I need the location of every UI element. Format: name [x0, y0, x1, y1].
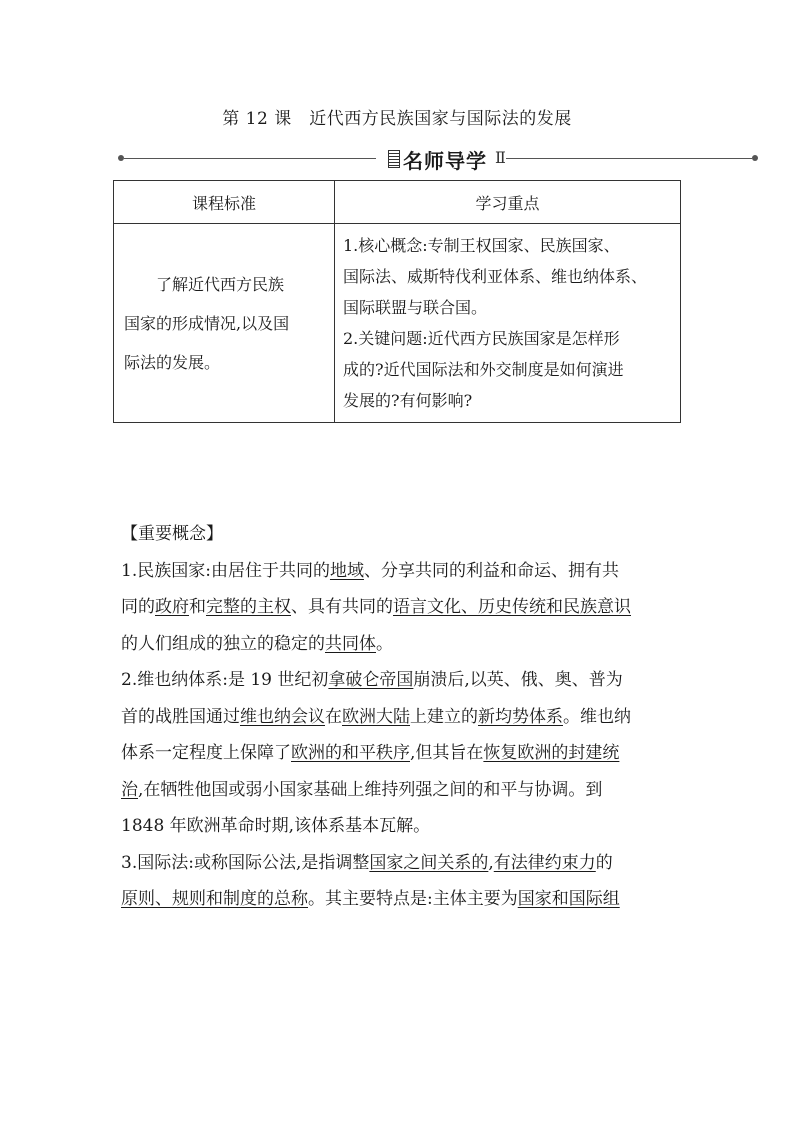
banner-title: 名师导学	[403, 149, 487, 173]
banner-right-dot	[752, 155, 758, 161]
concept-line	[121, 735, 681, 772]
concept-paragraphs	[121, 553, 681, 918]
standard-cell	[114, 224, 335, 423]
text-run: 。维也纳	[563, 706, 631, 727]
key-term: 有法律约束力	[493, 852, 596, 873]
text-run: ,	[488, 852, 494, 873]
standard-line: 国家的形成情况,以及国	[124, 313, 290, 333]
key-term: 欧洲大陆	[342, 706, 410, 727]
key-term: 国家之间关系的	[369, 852, 489, 873]
focus-line: 国际联盟与联合国。	[343, 298, 488, 317]
text-run: ,但其旨在	[410, 743, 484, 763]
concept-line	[121, 589, 681, 626]
focus-line: 2.关键问题:近代西方民族国家是怎样形	[343, 329, 620, 348]
focus-line: 国际法、威斯特伐利亚体系、维也纳体系、	[343, 267, 648, 286]
focus-cell	[335, 224, 681, 423]
concept-line	[121, 845, 681, 882]
key-term: 语言文化、历史传统和民族意识	[393, 597, 631, 617]
text-run: 、分享共同的利益和命运、拥有共	[363, 560, 619, 581]
text-run: 3.国际法:或称国际公法,是指调整	[121, 852, 370, 873]
text-run: 同的	[121, 597, 155, 617]
concept-line	[121, 881, 681, 918]
focus-line: 发展的?有何影响?	[343, 391, 473, 410]
key-term: 治	[121, 779, 138, 800]
text-run: 、具有共同的	[291, 597, 393, 617]
banner-right-ornament: Ⅱ	[495, 148, 506, 167]
key-term: 国家和国际组	[517, 889, 620, 909]
key-term: 地域	[329, 560, 364, 581]
key-term: 完整的主权	[206, 597, 291, 617]
standard-line: 际法的发展。	[124, 352, 221, 372]
focus-line: 1.核心概念:专制王权国家、民族国家、	[343, 236, 620, 255]
section-banner	[118, 146, 760, 172]
focus-line: 成的?近代国际法和外交制度是如何演进	[343, 360, 624, 379]
text-run: 和	[189, 597, 206, 617]
concepts-section	[121, 516, 681, 918]
key-term: 拿破仑帝国	[328, 670, 414, 690]
concept-line	[121, 553, 681, 590]
text-run: 的	[595, 852, 613, 873]
section-heading: 【重要概念】	[121, 524, 223, 544]
key-term: 共同体	[325, 633, 376, 654]
text-run: 体系一定程度上保障了	[121, 743, 291, 763]
text-run: 的人们组成的独立的稳定的	[121, 633, 325, 654]
text-run: 1848 年欧洲革命时期,该体系基本瓦解。	[121, 816, 431, 836]
standard-line: 了解近代西方民族	[156, 274, 285, 294]
key-term: 新均势体系	[478, 706, 563, 727]
curriculum-table	[113, 180, 681, 423]
key-term: 恢复欧洲的封建统	[483, 743, 620, 763]
key-term: 原则、规则和制度的总称	[121, 889, 308, 909]
text-run: 首的战胜国通过	[121, 706, 240, 727]
text-run: 2.维也纳体系:是 19 世纪初	[121, 670, 329, 690]
banner-left-rule	[124, 158, 376, 159]
banner-right-rule	[506, 158, 752, 159]
concept-line	[121, 626, 681, 663]
page-title: 第 12 课 近代西方民族国家与国际法的发展	[222, 109, 572, 129]
book-icon	[388, 150, 400, 168]
concept-line	[121, 808, 681, 845]
text-run: 。其主要特点是:主体主要为	[308, 889, 518, 909]
concept-line	[121, 662, 681, 699]
key-term: 欧洲的和平秩序	[291, 743, 410, 763]
text-run: 上建立的	[410, 706, 478, 727]
text-run: 1.民族国家:由居住于共同的	[121, 560, 330, 581]
table-header-focus: 学习重点	[335, 181, 681, 224]
text-run: ,在牺牲他国或弱小国家基础上维持列强之间的和平与协调。到	[138, 779, 603, 800]
text-run: 。	[376, 633, 393, 654]
key-term: 政府	[155, 597, 189, 617]
table-header-standard: 课程标准	[114, 181, 335, 224]
concept-line	[121, 699, 681, 736]
key-term: 维也纳会议	[240, 706, 325, 727]
text-run: 崩溃后,以英、俄、奥、普为	[413, 670, 623, 690]
concept-line	[121, 772, 681, 809]
text-run: 在	[325, 706, 342, 727]
